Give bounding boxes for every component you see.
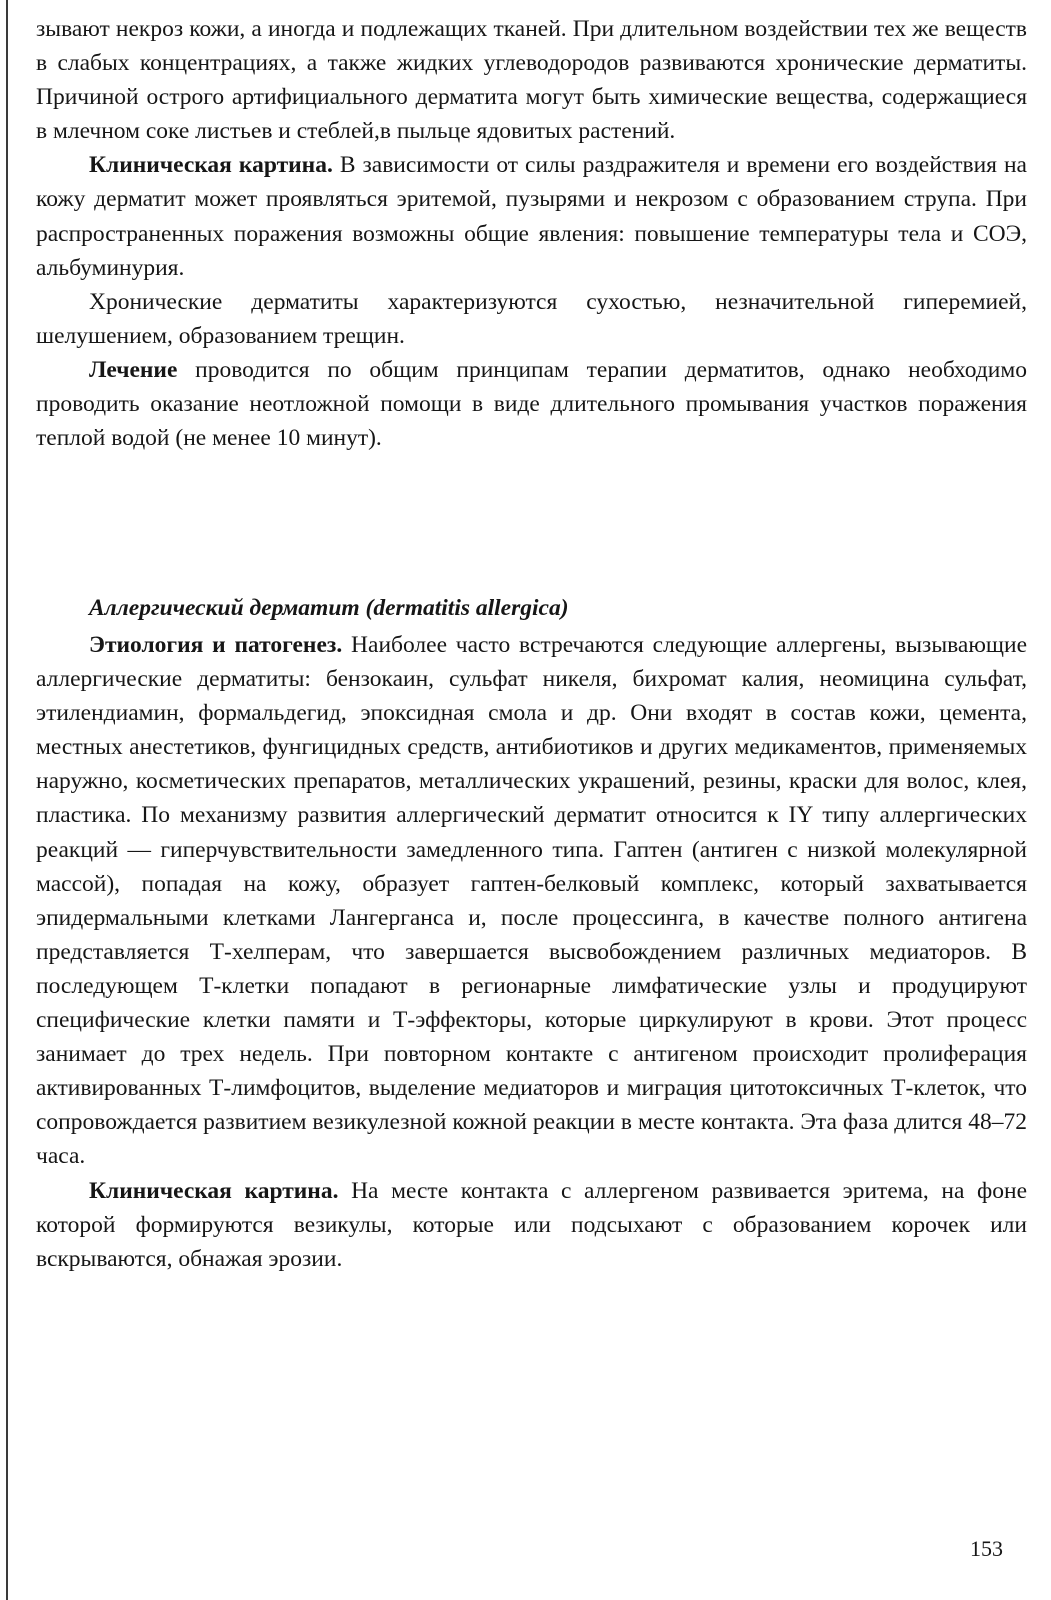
paragraph-text: В зависимости от силы раздражителя и времени его воздействия на кожу дерматит может проявляться эритемой, пузырями и некрозом с образованием струпа. При распространенных поражения возможны общие явления: повышение температуры тела и СОЭ, альбуминурия. [36, 152, 1027, 281]
paragraph-text: Хронические дерматиты характеризуются сухостью, незначительной гиперемией, шелушением, образованием трещин. [36, 288, 1027, 349]
paragraph-text: проводится по общим принципам терапии дерматитов, однако необходимо проводить оказание неотложной помощи в виде длительного промывания участков поражения теплой водой (не менее 10 минут). [36, 356, 1027, 452]
paragraph [36, 285, 1027, 353]
paragraph-lead: Этиология и патогенез. [89, 632, 343, 658]
paragraph [36, 628, 1027, 1174]
paragraph-text: Наиболее часто встречаются следующие аллергены, вызывающие аллергические дерматиты: бензокаин, сульфат никеля, бихромат калия, неомицина сульфат, этилендиамин, формальдегид, эпоксидная смола и др. Они входят в состав кожи, цемента, местных анестетиков, фунгицидных средств, антибиотиков и других медикаментов, применяемых наружно, косметических препаратов, металлических украшений, резины, краски для волос, клея, пластика. По механизму развития аллергический дерматит относится к IY типу аллергических реакций — гиперчувствительности замедленного типа. Гаптен (антиген с низкой молекулярной массой), попадая на кожу, образует гаптен-белковый комплекс, который захватывается эпидермальными клетками Лангерганса и, после процессинга, в качестве полного антигена представляется Т-хелперам, что завершается высвобождением различных медиаторов. В последующем Т-клетки попадают в регионарные лимфатические узлы и продуцируют специфические клетки памяти и Т-эффекторы, которые циркулируют в крови. Этот процесс занимает до трех недель. При повторном контакте с антигеном происходит пролиферация активированных Т-лимфоцитов, выделение медиаторов и миграция цитотоксичных Т-клеток, что сопровождается развитием везикулезной кожной реакции в месте контакта. Эта фаза длится 48–72 часа. [36, 632, 1028, 1170]
paragraph-lead: Клиническая картина. [89, 1177, 339, 1204]
page-edge-line [6, 0, 8, 1600]
section-heading: Аллергический дерматит (dermatitis allergica) [89, 595, 569, 621]
paragraph-text: зывают некроз кожи, а иногда и подлежащих тканей. При длительном воздействии тех же веществ в слабых концентрациях, а также жидких углеводородов развиваются хронические дерматиты. Причиной острого артифициального дерматита могут быть химические вещества, содержащиеся в млечном соке листьев и стеблей,в пыльце ядовитых растений. [36, 16, 1027, 145]
paragraph [36, 148, 1027, 284]
paragraph-lead: Клиническая картина. [89, 152, 333, 179]
text-block-top [36, 12, 1027, 455]
paragraph [36, 12, 1027, 148]
page-number: 153 [970, 1536, 1003, 1561]
paragraph [36, 353, 1027, 455]
paragraph [36, 1174, 1027, 1276]
text-block-bottom [36, 600, 1027, 1276]
paragraph-text: На месте контакта с аллергеном развивается эритема, на фоне которой формируются везикулы, которые или подсыхают с образованием корочек или вскрываются, обнажая эрозии. [36, 1177, 1027, 1272]
paragraph-lead: Лечение [89, 356, 178, 383]
